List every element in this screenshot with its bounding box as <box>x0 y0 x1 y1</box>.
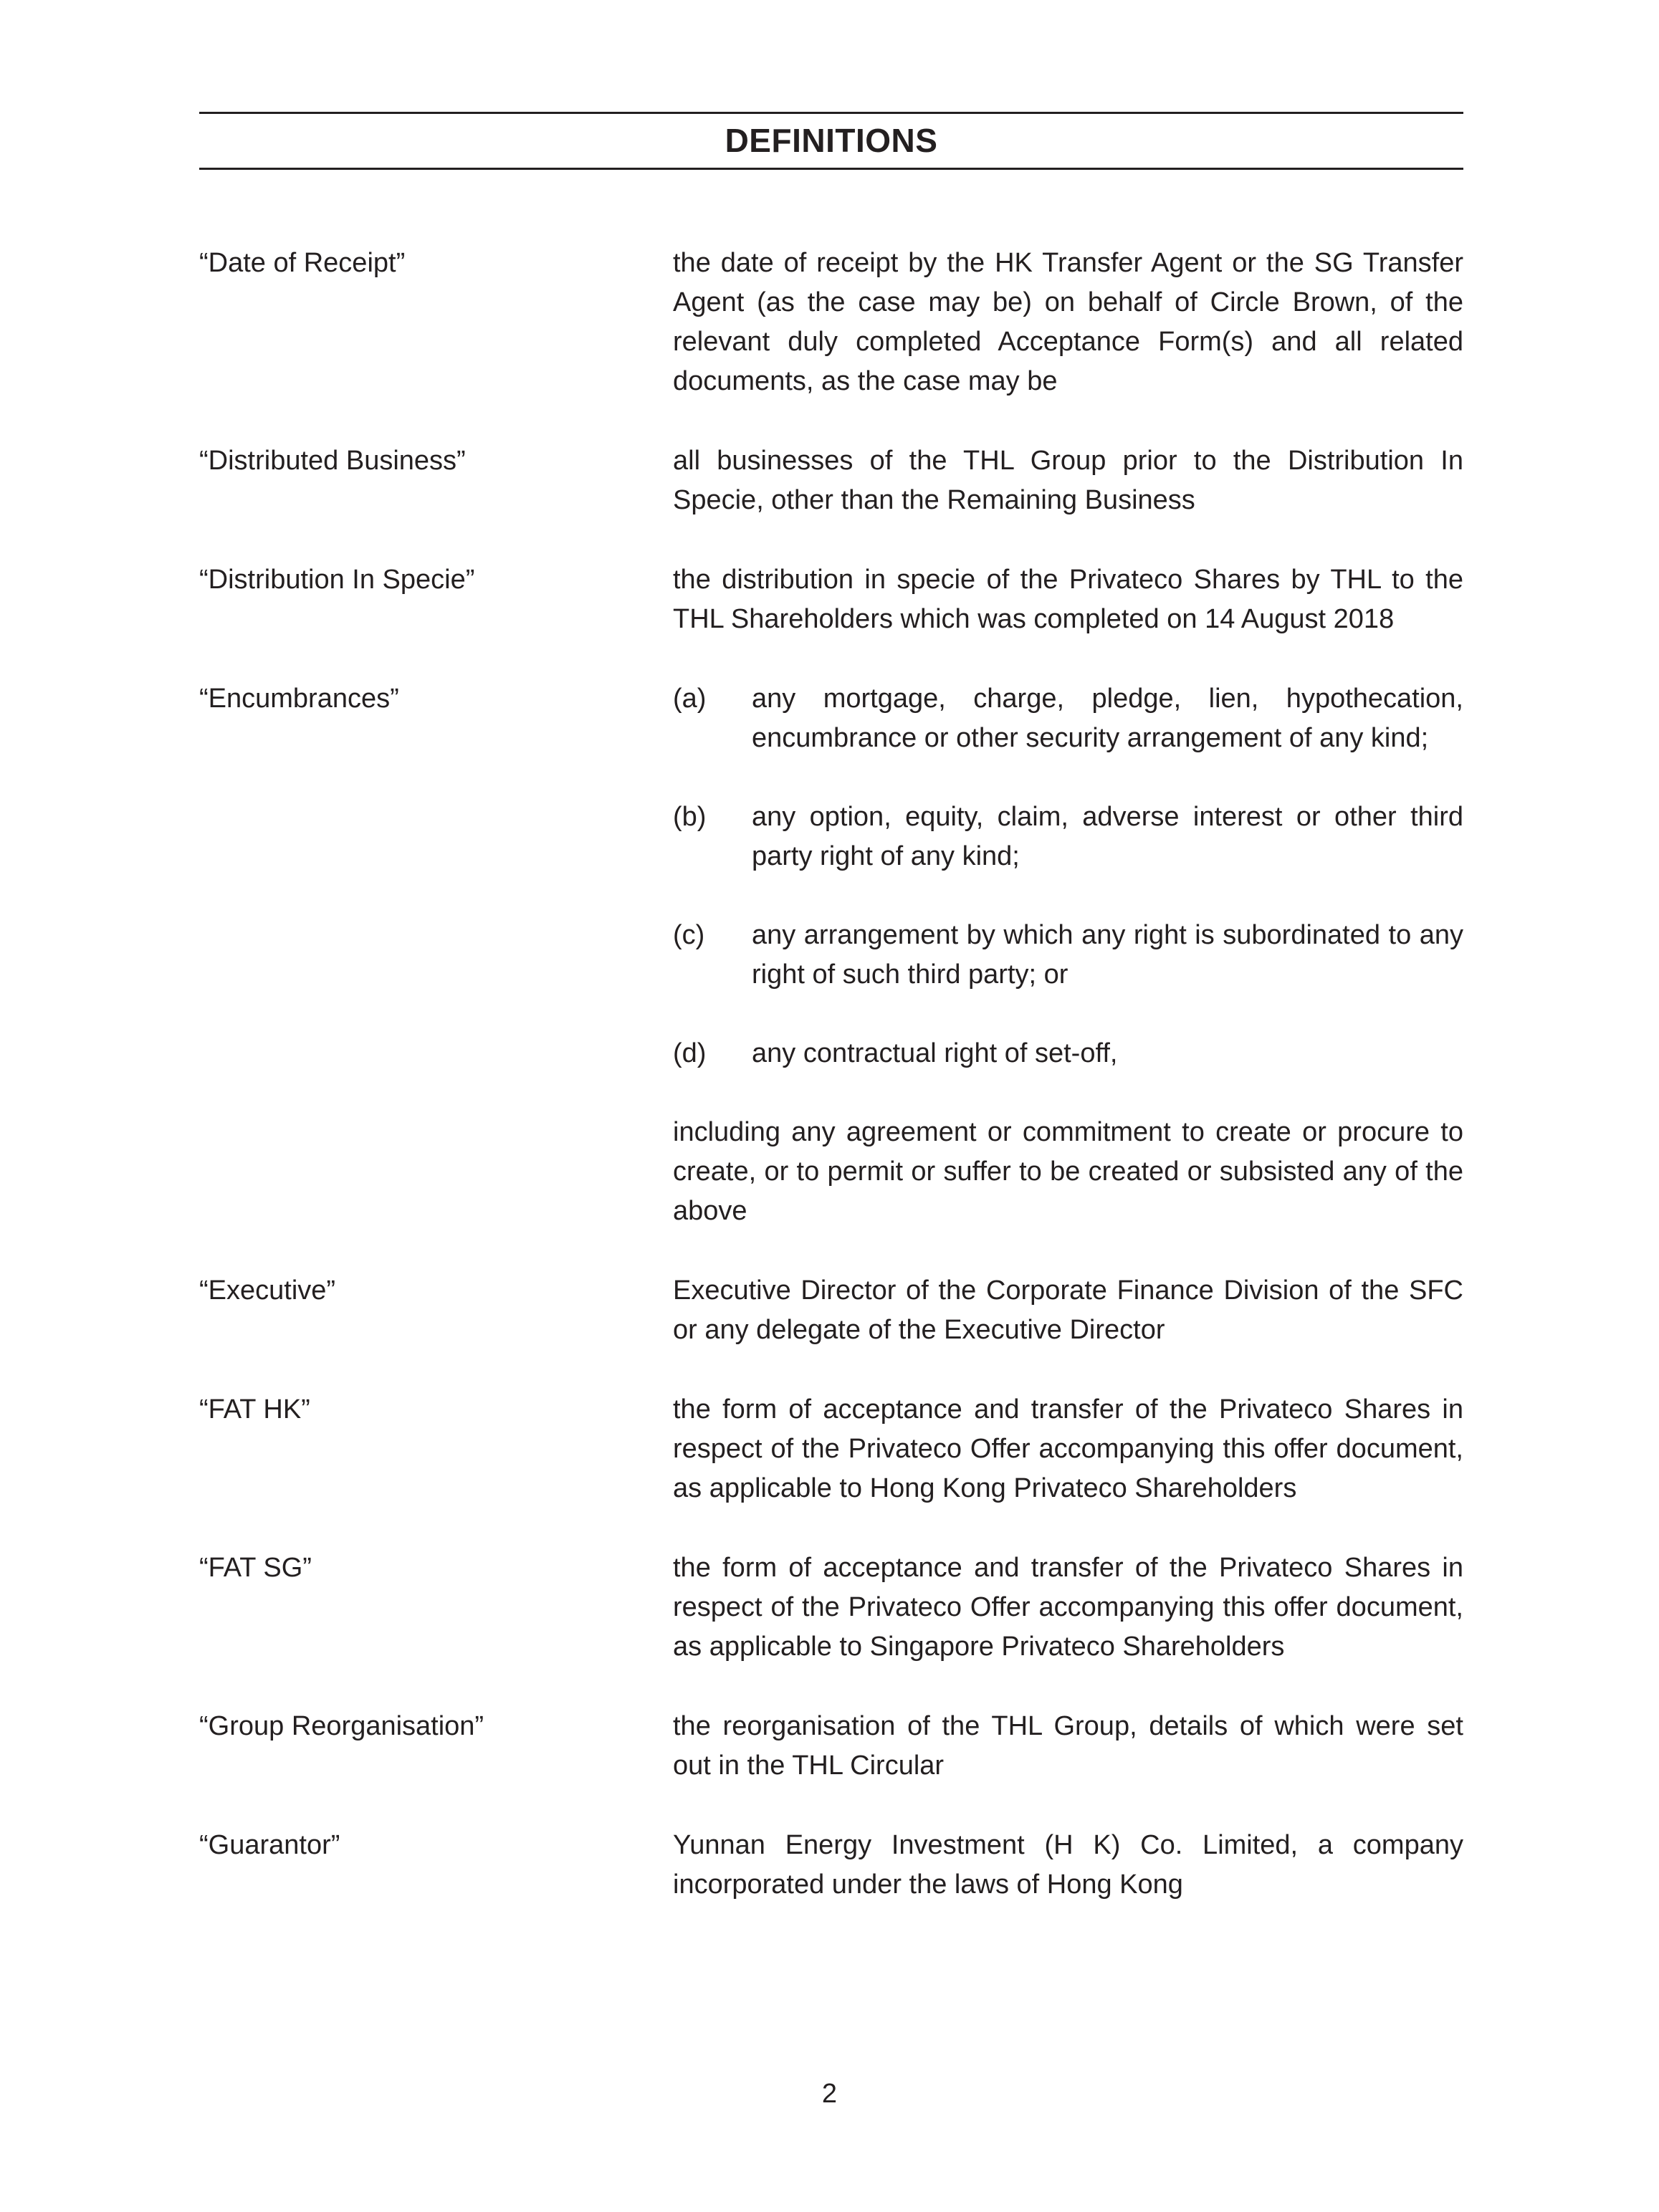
page-title: DEFINITIONS <box>725 122 938 159</box>
subitem-label: (b) <box>673 802 707 832</box>
definition-subitem <box>673 916 1463 995</box>
definition-entry <box>199 560 1463 639</box>
subitem-text: any arrangement by which any right is subordinated to any right of such third party; or <box>752 920 1463 990</box>
definition-closing: including any agreement or commitment to create or procure to create, or to permit or suffer to be created or subsisted any of the above <box>673 1117 1463 1226</box>
definition-term: “FAT HK” <box>199 1394 310 1425</box>
definition-entry <box>199 441 1463 520</box>
definition-text: the reorganisation of the THL Group, details of which were set out in the THL Circular <box>673 1711 1463 1781</box>
definition-term: “FAT SG” <box>199 1553 312 1583</box>
definition-subitem <box>673 798 1463 876</box>
definition-text: the distribution in specie of the Privateco Shares by THL to the THL Shareholders which was completed on 14 August 2018 <box>673 565 1463 634</box>
page-number: 2 <box>821 2079 838 2109</box>
definition-text: the date of receipt by the HK Transfer Agent or the SG Transfer Agent (as the case may be) on behalf of Circle Brown, of the relevant duly completed Acceptance Form(s) and all related documents, as the case may be <box>673 248 1463 396</box>
definition-term: “Group Reorganisation” <box>199 1711 484 1741</box>
definition-term: “Date of Receipt” <box>199 248 406 278</box>
header-rule-top <box>199 112 1463 114</box>
subitem-label: (a) <box>673 684 707 714</box>
subitem-label: (c) <box>673 920 705 950</box>
definition-text: Executive Director of the Corporate Finance Division of the SFC or any delegate of the Executive Director <box>673 1275 1463 1345</box>
definition-text: Yunnan Energy Investment (H K) Co. Limited, a company incorporated under the laws of Hong Kong <box>673 1830 1463 1900</box>
definition-text: the form of acceptance and transfer of the Privateco Shares in respect of the Privateco Offer accompanying this offer document, as applicable to Singapore Privateco Shareholders <box>673 1553 1463 1662</box>
definition-text: all businesses of the THL Group prior to the Distribution In Specie, other than the Remaining Business <box>673 446 1463 515</box>
definition-term: “Distributed Business” <box>199 446 466 476</box>
definition-term: “Encumbrances” <box>199 684 399 714</box>
definition-term: “Guarantor” <box>199 1830 340 1860</box>
definition-entry <box>199 1390 1463 1508</box>
definition-entry <box>199 1271 1463 1350</box>
definition-subitem <box>673 1034 1463 1073</box>
definition-text <box>673 679 1463 1231</box>
definition-entry <box>199 1826 1463 1905</box>
definition-subitem <box>673 679 1463 758</box>
subitem-label: (d) <box>673 1038 707 1068</box>
subitem-text: any mortgage, charge, pledge, lien, hypothecation, encumbrance or other security arrangement of any kind; <box>752 684 1463 753</box>
definition-entry <box>199 244 1463 401</box>
header-rule-bottom <box>199 168 1463 170</box>
definition-entry <box>199 1548 1463 1667</box>
definition-text: the form of acceptance and transfer of the Privateco Shares in respect of the Privateco Offer accompanying this offer document, as applicable to Hong Kong Privateco Shareholders <box>673 1394 1463 1503</box>
definition-entry <box>199 1707 1463 1786</box>
definitions-list <box>199 244 1463 1945</box>
definition-term: “Distribution In Specie” <box>199 565 475 595</box>
definition-entry <box>199 679 1463 1231</box>
definition-term: “Executive” <box>199 1275 336 1306</box>
subitem-text: any option, equity, claim, adverse interest or other third party right of any kind; <box>752 802 1463 871</box>
subitem-text: any contractual right of set-off, <box>752 1038 1118 1068</box>
